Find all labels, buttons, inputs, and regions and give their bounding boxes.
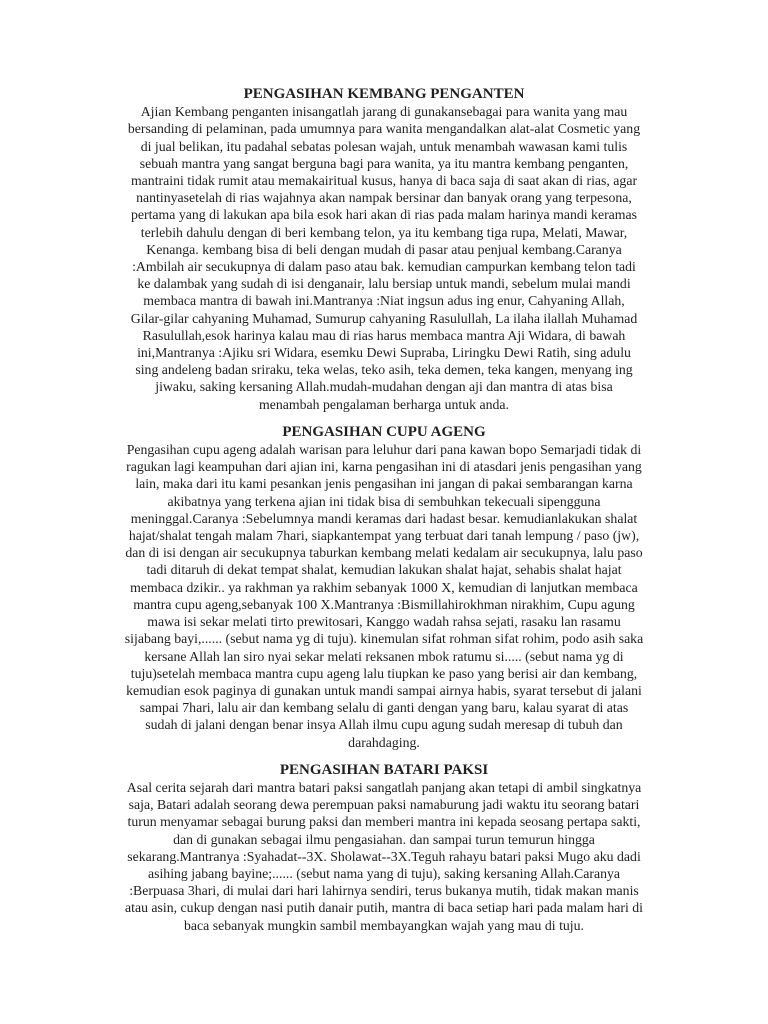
text-line: tadi ditaruh di dekat tempat shalat, kemudian lakukan shalat hajat, sehabis shalat hajat: [146, 562, 622, 578]
text-line: baca sebanyak mungkin sambil membayangkan wajah yang mau di tuju.: [183, 917, 584, 933]
text-line: saja, Batari adalah seorang dewa perempuan paksi namaburung jadi waktu itu seorang batari: [128, 797, 640, 813]
section-heading: PENGASIHAN KEMBANG PENGANTEN: [243, 86, 525, 102]
text-line: pertama yang di lakukan apa bila esok hari akan di rias pada malam harinya mandi keramas: [130, 207, 638, 223]
text-line: menambah pengalaman berharga untuk anda.: [259, 396, 509, 412]
text-line: dan di isi dengan air secukupnya taburkan kembang melati kedalam air secukupnya, lalu paso: [125, 545, 643, 561]
text-line: darahdaging.: [348, 734, 420, 750]
text-line: Pengasihan cupu ageng adalah warisan para leluhur dari pana kawan bopo Semarjadi tidak di: [126, 442, 642, 458]
text-line: :Ambilah air secukupnya di dalam paso atau bak. kemudian campurkan kembang telon tadi: [132, 259, 636, 275]
text-line: sampai 7hari, lalu air dan kembang selalu di ganti dengan yang baru, kalau syarat di atas: [139, 700, 629, 716]
text-line: kemudian esok paginya di gunakan untuk mandi sampai airnya habis, syarat tersebut di jalani: [126, 682, 642, 698]
text-line: terlebih dahulu dengan di beri kembang telon, ya itu kembang tiga rupa, Melati, Mawar,: [140, 224, 628, 240]
text-line: tuju)setelah membaca mantra cupu ageng lalu tiupkan ke paso yang berisi air dan kembang,: [130, 665, 638, 681]
text-line: mawa isi sekar melati tirto prewitosari, Kanggo wadah rahsa sejati, rasaku lan rasamu: [147, 614, 621, 630]
text-line: bersanding di pelaminan, pada umumnya para wanita mengandalkan alat-alat Cosmetic yang: [127, 121, 641, 137]
text-line: di jual belikan, itu padahal sebatas polesan wajah, untuk menambah wawasan kami tulis: [140, 138, 628, 154]
text-line: ini,Mantranya :Ajiku sri Widara, esemku Dewi Supraba, Liringku Dewi Ratih, sing adulu: [137, 345, 631, 361]
text-line: mantra cupu ageng,sebanyak 100 X.Mantranya :Bismillahirokhman nirakhim, Cupu agung: [133, 596, 635, 612]
section-paragraph: [73, 103, 695, 413]
text-line: kersane Allah lan siro nyai sekar melati reksanen mbok ratumu si..... (sebut nama yg di: [144, 648, 624, 664]
text-line: akibatnya yang terkena ajian ini tidak bisa di sembuhkan tekecuali sipengguna: [167, 493, 601, 509]
text-line: membaca mantra di bawah ini.Mantranya :Niat ingsun adus ing enur, Cahyaning Allah,: [143, 293, 625, 309]
text-line: sebuah mantra yang sangat berguna bagi para wanita, ya itu mantra kembang penganten,: [139, 155, 629, 171]
section-heading: PENGASIHAN BATARI PAKSI: [279, 761, 489, 778]
text-line: asihing jabang bayine;...... (sebut nama yang di tuju), saking kersaning Allah.Caranya: [147, 865, 621, 881]
text-line: ke dalambak yang sudah di isi denganair, lalu bersiap untuk mandi, sebelum mulai mandi: [137, 276, 631, 292]
text-line: ragukan lagi keampuhan dari ajian ini, karna pengasihan ini di atasdari jenis pengasihan yang: [126, 459, 642, 475]
text-line: membaca dzikir.. ya rakhman ya rakhim sebanyak 1000 X, kemudian di lanjutkan membaca: [130, 579, 638, 595]
text-line: jiwaku, saking kersaning Allah.mudah-mudahan dengan aji dan mantra di atas bisa: [155, 379, 613, 395]
text-line: lain, maka dari itu kami pesankan jenis pengasihan ini jangan di pakai sembarangan karna: [135, 476, 633, 492]
text-line: sudah di jalani dengan benar insya Allah ilmu cupu agung sudah meresap di tubuh dan: [145, 717, 623, 733]
section-pengasihan-cupu-ageng: [73, 424, 695, 751]
document-content: [73, 86, 695, 934]
text-line: sing andeleng badan sriraku, teka welas, teko asih, teka demen, teka kangen, menyang ing: [135, 362, 633, 378]
text-line: Ajian Kembang penganten inisangatlah jarang di gunakansebagai para wanita yang mau: [140, 104, 628, 120]
section-paragraph: [73, 441, 695, 751]
text-line: sekarang.Mantranya :Syahadat--3X. Sholawat--3X.Teguh rahayu batari paksi Mugo aku dadi: [127, 848, 641, 864]
text-line: dan di gunakan sebagai ilmu pengasiahan. dan sampai turun temurun hingga: [173, 831, 595, 847]
text-line: hajat/shalat tengah malam 7hari, siapkantempat yang terbuat dari tanah lempung / paso (jw),: [128, 528, 640, 544]
text-line: mantraini tidak rumit atau memakairitual kusus, hanya di baca saja di saat akan di rias, agar: [130, 173, 638, 189]
text-line: nantinyasetelah di rias wajahnya akan nampak bersinar dan banyak orang yang terpesona,: [136, 190, 632, 206]
section-heading: PENGASIHAN CUPU AGENG: [282, 423, 486, 440]
text-line: Asal cerita sejarah dari mantra batari paksi sangatlah panjang akan tetapi di ambil singkatnya: [126, 779, 642, 795]
text-line: meninggal.Caranya :Sebelumnya mandi keramas dari hadast besar. kemudianlakukan shalat: [130, 510, 638, 526]
text-line: Rasulullah,esok harinya kalau mau di rias harus membaca mantra Aji Widara, di bawah: [142, 327, 626, 343]
text-line: sijabang bayi,...... (sebut nama yg di tuju). kinemulan sifat rohman sifat rohim, podo asih saka: [124, 631, 644, 647]
section-pengasihan-kembang-penganten: [73, 86, 695, 413]
text-line: :Berpuasa 3hari, di mulai dari hari lahirnya sendiri, terus bukanya mutih, tidak makan manis: [129, 883, 639, 899]
section-paragraph: [73, 779, 695, 934]
text-line: turun menyamar sebagai burung paksi dan memberi mantra ini kepada seosang pertapa sakti,: [127, 814, 641, 830]
section-pengasihan-batari-paksi: [73, 762, 695, 934]
text-line: Kenanga. kembang bisa di beli dengan mudah di pasar atau penjual kembang.Caranya: [146, 241, 622, 257]
text-line: Gilar-gilar cahyaning Muhamad, Sumurup cahyaning Rasulullah, La ilaha ilallah Muhamad: [130, 310, 638, 326]
text-line: atau asin, cukup dengan nasi putih danair putih, mantra di baca setiap hari pada malam hari di: [125, 900, 643, 916]
